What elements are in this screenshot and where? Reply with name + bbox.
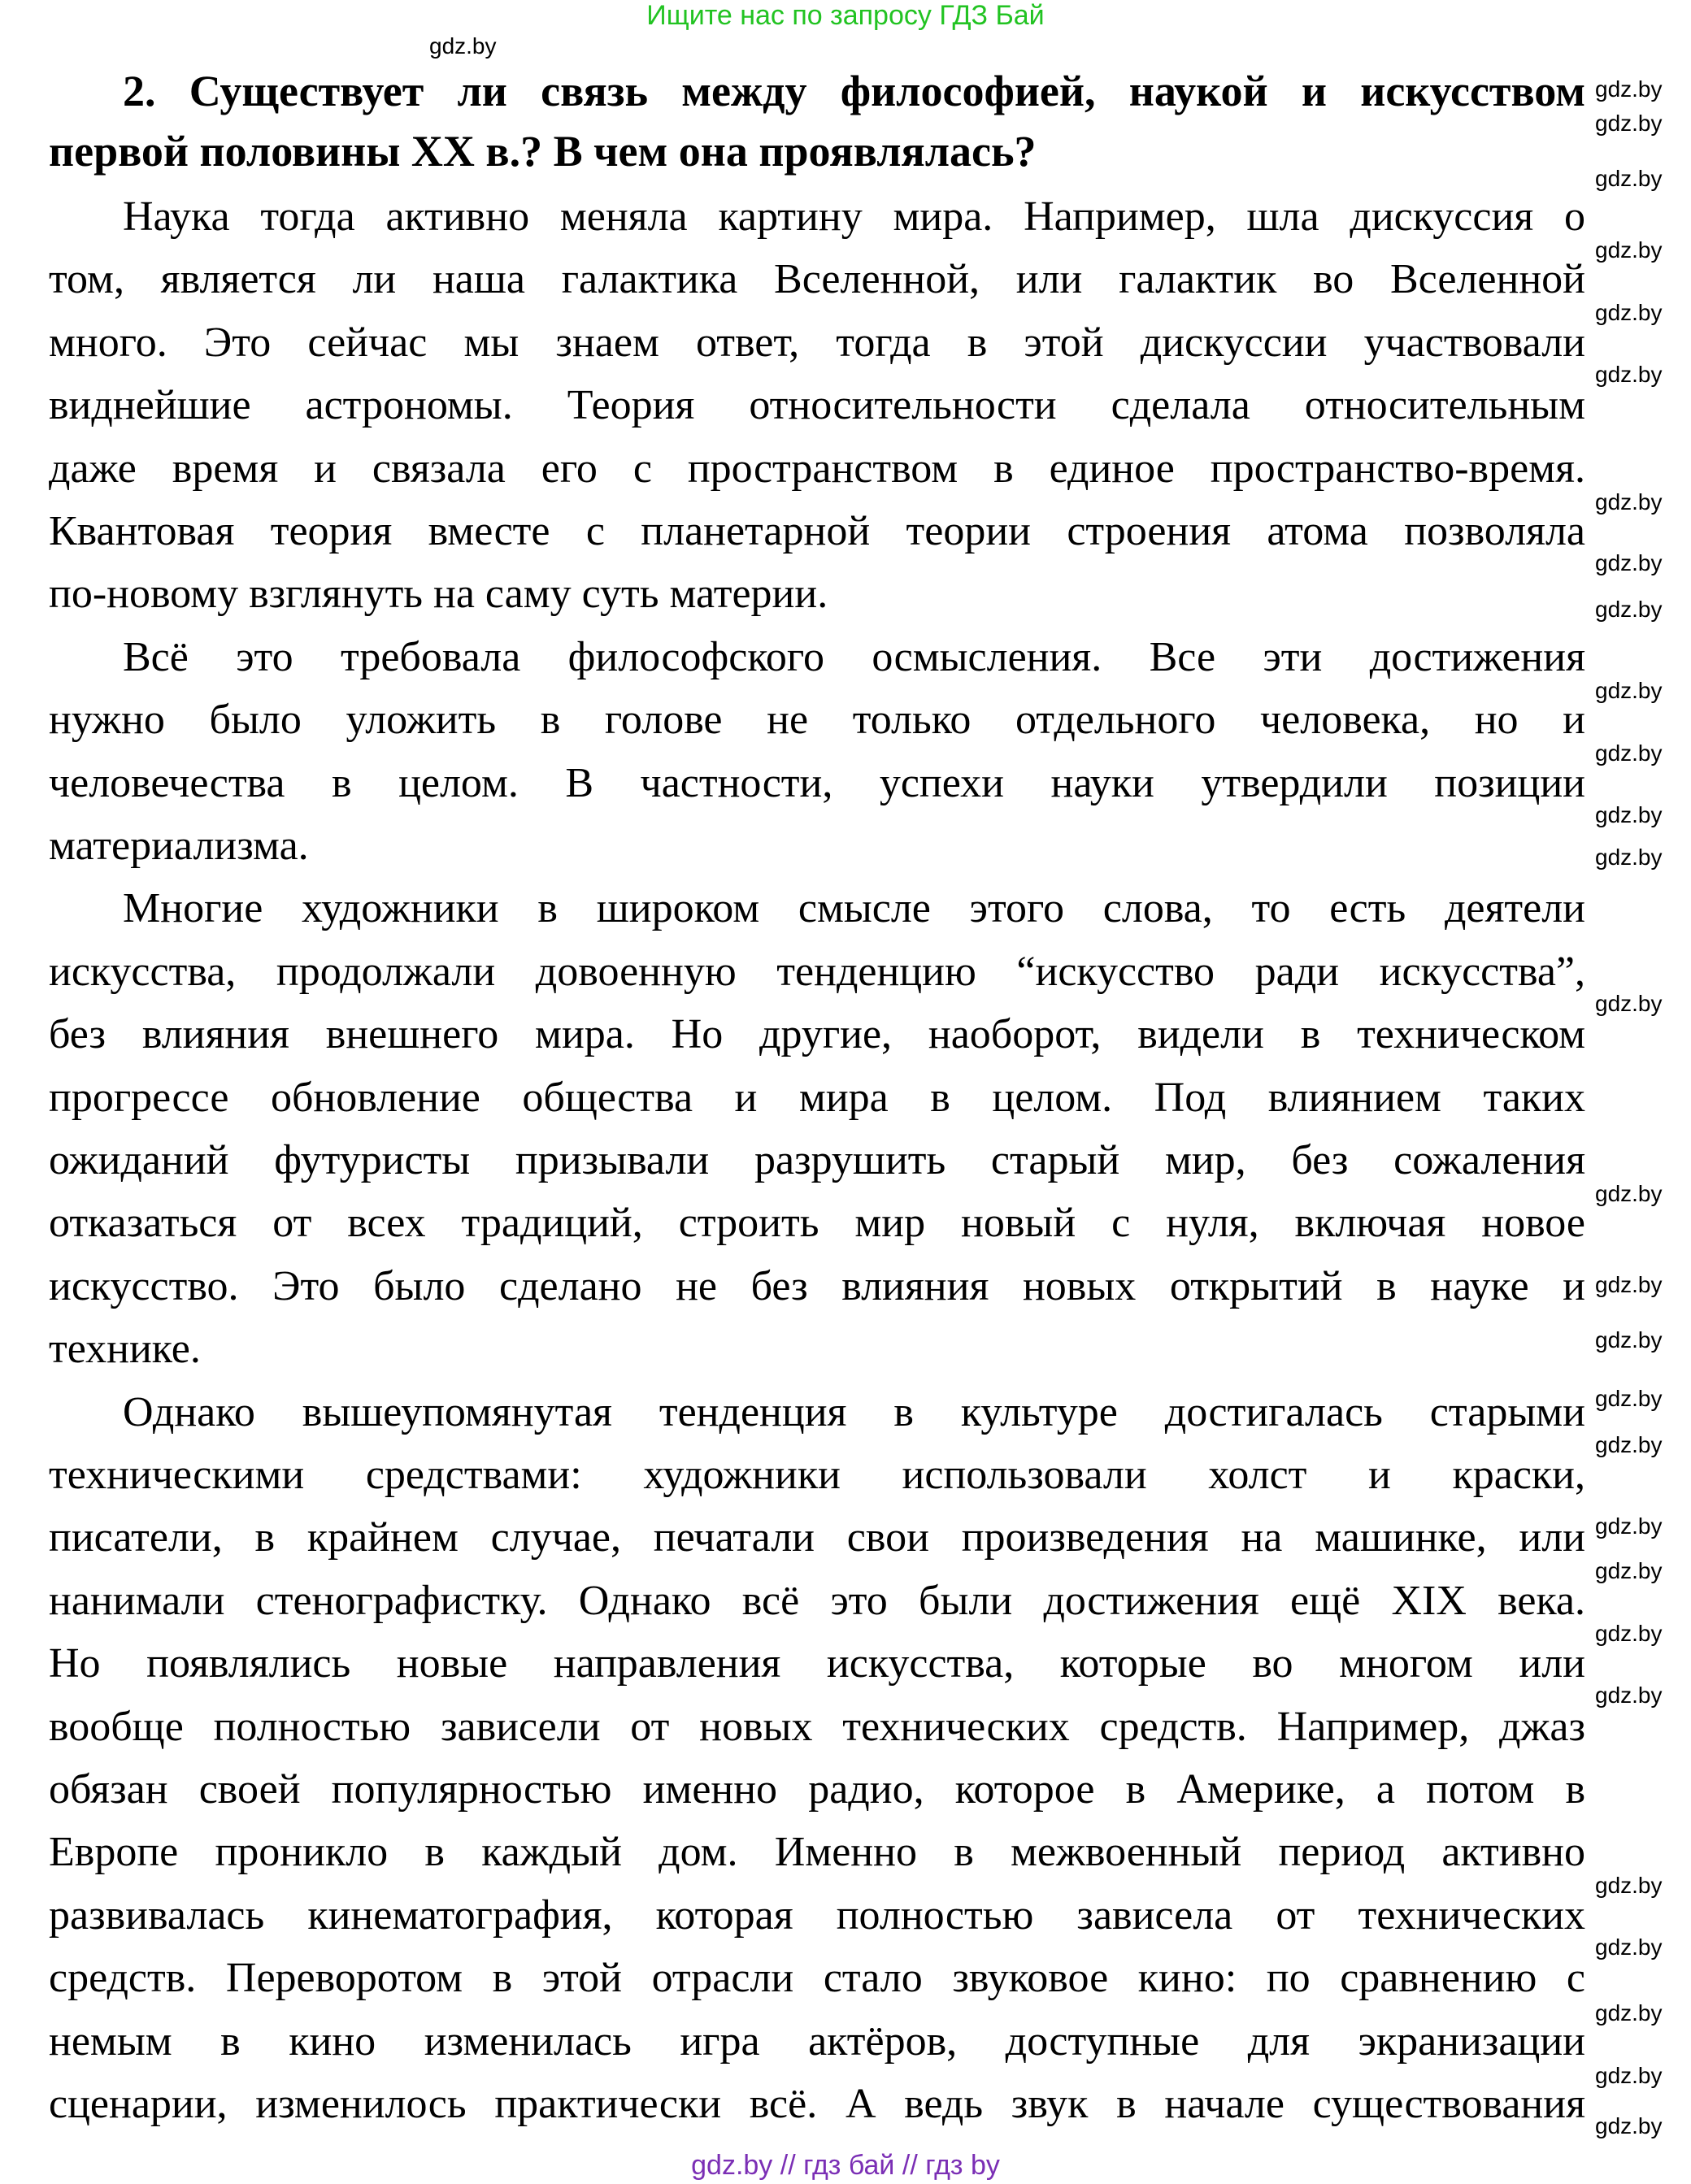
watermark: gdz.by (1595, 1181, 1663, 1206)
paragraph-line: без влияния внешнего мира. Но другие, наоборот, видели в техническом (49, 1011, 1585, 1058)
watermark: gdz.by (1595, 300, 1663, 325)
paragraph-line: Всё это требовала философского осмысления. Все эти достижения (123, 633, 1585, 680)
question-title-line: первой половины XX в.? В чем она проявлялась? (49, 127, 1037, 176)
watermark: gdz.by (1595, 740, 1663, 766)
watermark: gdz.by (1595, 1386, 1663, 1411)
watermark: gdz.by (1595, 991, 1663, 1016)
footer-links: gdz.by // гдз бай // гдз by (691, 2150, 1000, 2181)
paragraph-line: развивалась кинематография, которая полностью зависела от технических (49, 1891, 1585, 1939)
paragraph-line: нужно было уложить в голове не только отдельного человека, но и (49, 697, 1585, 744)
watermark: gdz.by (1595, 2000, 1663, 2026)
paragraph-line: много. Это сейчас мы знаем ответ, тогда в этой дискуссии участвовали (49, 319, 1585, 366)
paragraph-line: прогрессе обновление общества и мира в целом. Под влиянием таких (49, 1074, 1585, 1121)
watermark: gdz.by (1595, 489, 1663, 515)
watermark: gdz.by (1595, 678, 1663, 703)
watermark: gdz.by (1595, 237, 1663, 263)
paragraph-line: сценарии, изменилось практически всё. А ведь звук в начале существования (49, 2081, 1585, 2127)
paragraph-line: Европе проникло в каждый дом. Именно в межвоенный период активно (49, 1829, 1585, 1876)
paragraph-line: Но появлялись новые направления искусства, которые во многом или (49, 1640, 1585, 1687)
paragraph-line: человечества в целом. В частности, успехи науки утвердили позиции (49, 759, 1585, 806)
paragraph-line: немым в кино изменилась игра актёров, доступные для экранизации (49, 2017, 1585, 2065)
watermark: gdz.by (1595, 76, 1663, 102)
paragraph-line: обязан своей популярностью именно радио, которое в Америке, а потом в (49, 1766, 1585, 1813)
paragraph-line: вообще полностью зависели от новых технических средств. Например, джаз (49, 1703, 1585, 1750)
watermark: gdz.by (1595, 597, 1663, 622)
watermark: gdz.by (1595, 166, 1663, 191)
paragraph-line: технике. (49, 1326, 201, 1373)
paragraph-line: Квантовая теория вместе с планетарной теории строения атома позволяла (49, 508, 1585, 554)
watermark: gdz.by (1595, 1272, 1663, 1297)
paragraph-line: ожиданий футуристы призывали разрушить старый мир, без сожаления (49, 1137, 1585, 1183)
watermark: gdz.by (1595, 1621, 1663, 1646)
watermark: gdz.by (1595, 1432, 1663, 1457)
paragraph-line: даже время и связала его с пространством в единое пространство-время. (49, 445, 1585, 492)
watermark: gdz.by (1595, 550, 1663, 575)
paragraph-line: по-новому взглянуть на саму суть материи. (49, 571, 828, 618)
watermark: gdz.by (1595, 845, 1663, 870)
search-banner: Ищите нас по запросу ГДЗ Бай (646, 0, 1045, 31)
watermark: gdz.by (1595, 2063, 1663, 2088)
paragraph-line: виднейшие астрономы. Теория относительности сделала относительным (49, 382, 1585, 429)
watermark: gdz.by (1595, 1873, 1663, 1898)
watermark: gdz.by (1595, 1513, 1663, 1539)
watermark: gdz.by (1595, 2113, 1663, 2138)
watermark: gdz.by (1595, 1558, 1663, 1583)
paragraph-line: Однако вышеупомянутая тенденция в культуре достигалась старыми (123, 1388, 1585, 1435)
paragraph-line: искусства, продолжали довоенную тенденцию “искусство ради искусства”, (49, 948, 1585, 995)
watermark: gdz.by (1595, 362, 1663, 387)
watermark: gdz.by (1595, 1327, 1663, 1353)
watermark: gdz.by (429, 33, 497, 59)
paragraph-line: том, является ли наша галактика Вселенной, или галактик во Вселенной (49, 256, 1585, 303)
paragraph-line: искусство. Это было сделано не без влияния новых открытий в науке и (49, 1262, 1585, 1309)
paragraph-line: писатели, в крайнем случае, печатали свои произведения на машинке, или (49, 1514, 1585, 1561)
paragraph-line: средств. Переворотом в этой отрасли стало звуковое кино: по сравнению с (49, 1955, 1585, 2002)
paragraph-line: Наука тогда активно меняла картину мира. Например, шла дискуссия о (123, 193, 1585, 240)
paragraph-line: техническими средствами: художники использовали холст и краски, (49, 1452, 1585, 1498)
watermark: gdz.by (1595, 111, 1663, 136)
watermark: gdz.by (1595, 802, 1663, 827)
paragraph-line: материализма. (49, 823, 309, 869)
watermark: gdz.by (1595, 1934, 1663, 1960)
paragraph-line: отказаться от всех традиций, строить мир новый с нуля, включая новое (49, 1200, 1585, 1247)
question-title-line: 2. Существует ли связь между философией, наукой и искусством (123, 67, 1585, 115)
paragraph-line: Многие художники в широком смысле этого слова, то есть деятели (123, 885, 1585, 932)
watermark: gdz.by (1595, 1683, 1663, 1708)
paragraph-line: нанимали стенографистку. Однако всё это были достижения ещё XIX века. (49, 1577, 1585, 1624)
